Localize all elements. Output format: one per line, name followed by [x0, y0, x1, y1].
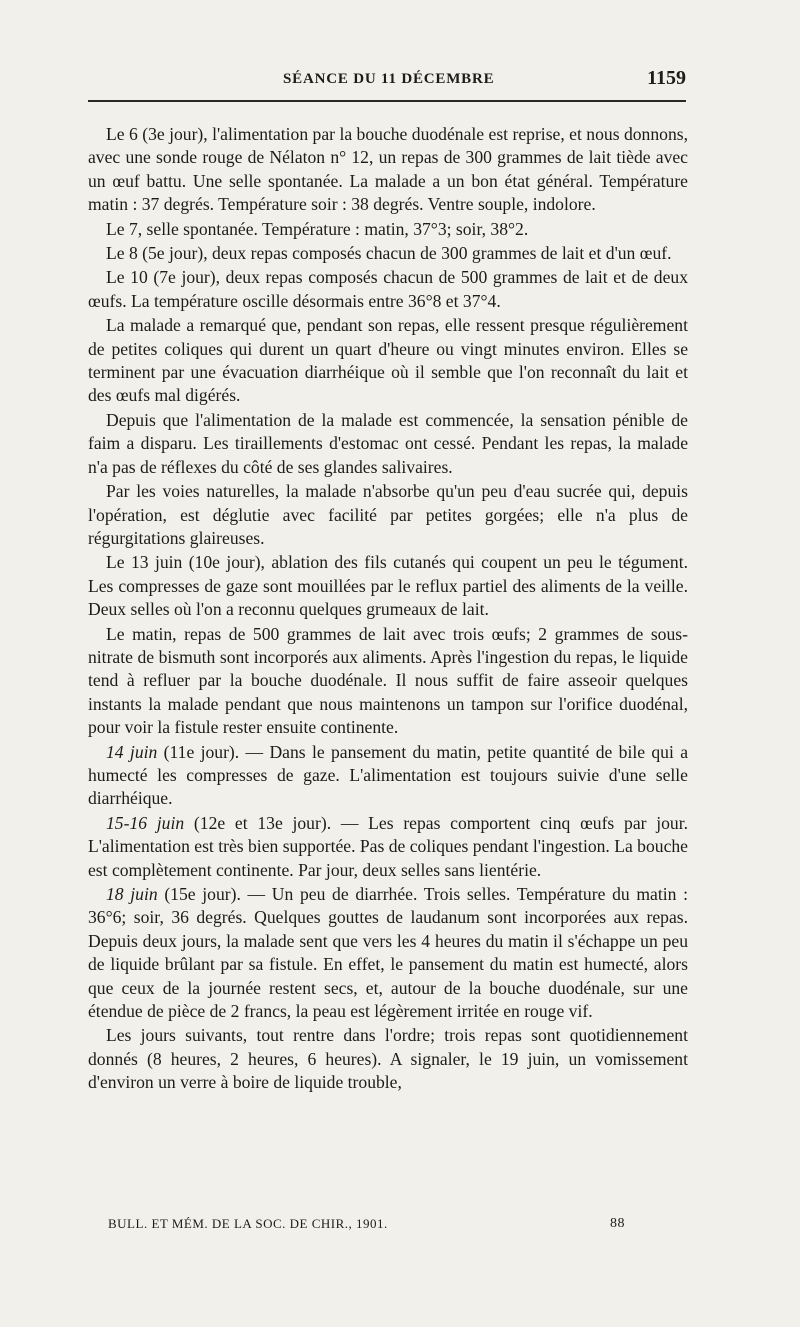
paragraph: Depuis que l'alimentation de la malade est commencée, la sensation pénible de faim a disparu. Les tiraillements d'estomac ont cessé. Pendant les repas, la malade n'a pas de réflexes du côté de ses glandes salivaires. — [88, 409, 688, 477]
page-header — [88, 62, 688, 90]
date-lead: 14 juin — [106, 741, 158, 762]
paragraph: Les jours suivants, tout rentre dans l'ordre; trois repas sont quotidiennement donnés (8 heures, 2 heures, 6 heures). A signaler, le 19 juin, un vomissement d'environ un verre à boire de liquide trouble, — [88, 1025, 688, 1093]
paragraph: Le 10 (7e jour), deux repas composés chacun de 500 grammes de lait et de deux œufs. La température oscille désormais entre 36°8 et 37°4. — [88, 267, 688, 311]
date-lead: 15-16 juin — [106, 812, 185, 833]
paragraph: 18 juin (15e jour). — Un peu de diarrhée. Trois selles. Température du matin : 36°6; soir, 36 degrés. Quelques gouttes de laudanum sont incorporées aux repas. Depuis deux jours, la malade sent que vers les 4 heures du matin il s'échappe un peu de liquide brûlant par sa fistule. En effet, le pansement du matin est humecté, alors que ceux de la journée restent secs, et, autour de la bouche duodénale, sur une étendue de pièce de 2 francs, la peau est légèrement irritée en rouge vif. — [88, 884, 688, 1022]
signature-number: 88 — [610, 1216, 625, 1231]
paragraph: Par les voies naturelles, la malade n'absorbe qu'un peu d'eau sucrée qui, depuis l'opération, est déglutie avec facilité par petites gorgées; elle n'a plus de régurgitations glaireuses. — [88, 481, 688, 548]
paragraph: Le 6 (3e jour), l'alimentation par la bouche duodénale est reprise, et nous donnons, avec une sonde rouge de Nélaton n° 12, un repas de 300 grammes de lait tiède avec un œuf battu. Une selle spontanée. La malade a un bon état général. Température matin : 37 degrés. Température soir : 38 degrés. Ventre souple, indolore. — [88, 124, 688, 215]
page-footer — [108, 1216, 668, 1236]
paragraph: La malade a remarqué que, pendant son repas, elle ressent presque régulièrement de petites coliques qui durent un quart d'heure ou vingt minutes environ. Elles se terminent par une évacuation diarrhéique où il semble que l'on reconnaît du lait et des œufs mal digérés. — [88, 315, 688, 406]
paragraph: Le matin, repas de 500 grammes de lait avec trois œufs; 2 grammes de sous-nitrate de bismuth sont incorporés aux aliments. Après l'ingestion du repas, le liquide tend à refluer par la bouche duodénale. Il nous suffit de faire asseoir quelques instants la malade pendant que nous maintenons un tampon sur l'orifice duodénal, pour voir la fistule rester ensuite continente. — [88, 623, 688, 738]
header-rule — [88, 100, 686, 102]
running-title: SÉANCE DU 11 DÉCEMBRE — [283, 71, 495, 87]
paragraph: 14 juin (11e jour). — Dans le pansement du matin, petite quantité de bile qui a humecté les compresses de gaze. L'alimentation est toujours suivie d'une selle diarrhéique. — [88, 741, 688, 809]
body-text — [88, 123, 688, 1096]
date-lead: 18 juin — [106, 884, 158, 904]
page-number: 1159 — [647, 67, 686, 89]
journal-reference: BULL. ET MÉM. DE LA SOC. DE CHIR., 1901. — [108, 1216, 388, 1231]
paragraph: Le 8 (5e jour), deux repas composés chacun de 300 grammes de lait et d'un œuf. — [106, 243, 672, 264]
paragraph: Le 13 juin (10e jour), ablation des fils cutanés qui coupent un peu le tégument. Les compresses de gaze sont mouillées par le reflux partiel des aliments de la veille. Deux selles où l'on a reconnu quelques grumeaux de lait. — [88, 552, 688, 620]
paragraph: Le 7, selle spontanée. Température : matin, 37°3; soir, 38°2. — [106, 218, 529, 239]
paragraph: 15-16 juin (12e et 13e jour). — Les repas comportent cinq œufs par jour. L'alimentation est très bien supportée. Pas de coliques pendant l'ingestion. La bouche est complètement continente. Par jour, deux selles sans lientérie. — [88, 812, 688, 880]
